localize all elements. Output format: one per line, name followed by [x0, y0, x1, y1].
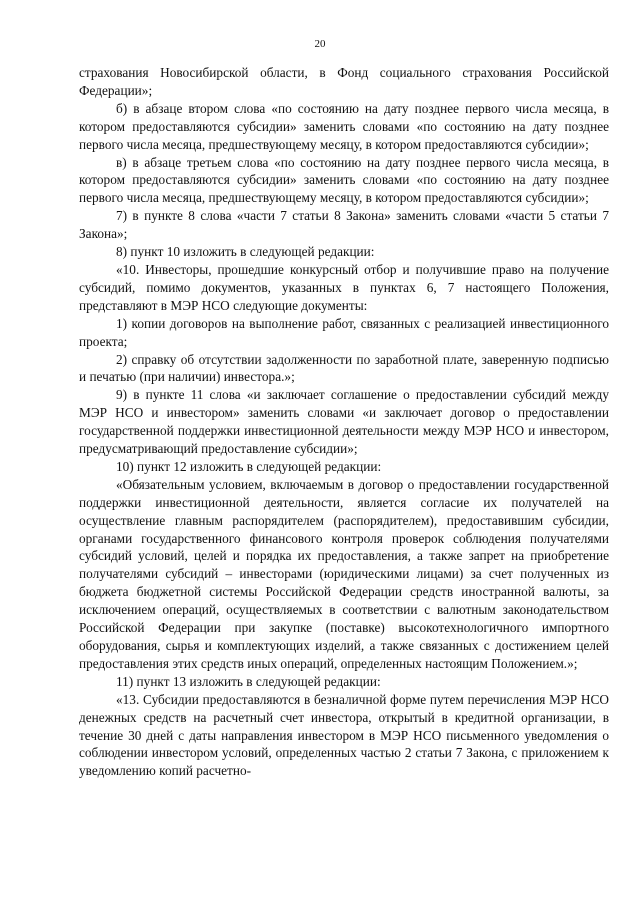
paragraph-subitem-v: в) в абзаце третьем слова «по состоянию на дату позднее первого числа месяца, в котором предоставляются субсидии» заменить словами «по состоянию на дату позднее первого числа месяца, предшествующему месяцу, в котором предоставляются субсидии»; — [79, 154, 609, 206]
paragraph-subitem-b: б) в абзаце втором слова «по состоянию на дату позднее первого числа месяца, в котором предоставляются субсидии» заменить словами «по состоянию на дату позднее первого числа месяца, предшествующему месяцу, в котором предоставляются субсидии»; — [79, 100, 609, 152]
paragraph-clause-10: «10. Инвесторы, прошедшие конкурсный отбор и получившие право на получение субсидий, помимо документов, указанных в пунктах 6, 7 настоящего Положения, представляют в МЭР НСО следующие документы: — [79, 261, 609, 313]
paragraph-clause-13: «13. Субсидии предоставляются в безналичной форме путем перечисления МЭР НСО денежных средств на расчетный счет инвестора, открытый в кредитной организации, в течение 30 дней с даты направления инвестором в МЭР НСО письменного уведомления о соблюдении инвестором условий, определенных частью 2 статьи 7 Закона, с приложением к уведомлению копий расчетно- — [79, 691, 609, 779]
page-number: 20 — [314, 38, 326, 50]
paragraph-continuation: страхования Новосибирской области, в Фонд социального страхования Российской Федерации»; — [79, 65, 609, 98]
paragraph-clause-10-2: 2) справку об отсутствии задолженности по заработной плате, заверенную подписью и печатью (при наличии) инвестора.»; — [79, 351, 609, 385]
paragraph-clause-12: «Обязательным условием, включаемым в договор о предоставлении государственной поддержки инвестиционной деятельности, является согласие их получателей на осуществление главным распорядителем (распорядителем), предоставившим субсидии, органами государственного финансового контроля проверок соблюдения получателями субсидий условий, целей и порядка их предоставления, а также запрет на приобретение получателями субсидий – инвесторами (юридическими лицами) за счет полученных из бюджета бюджетной системы Российской Федерации средств иностранной валюты, за исключением операций, осуществляемых в соответствии с валютным законодательством Российской Федерации при закупке (поставке) высокотехнологичного импортного оборудования, сырья и комплектующих изделий, а также связанных с достижением целей предоставления этих средств иных операций, определенных настоящим Положением.»; — [79, 476, 609, 671]
paragraph-item-8: 8) пункт 10 изложить в следующей редакции: — [116, 244, 375, 260]
paragraph-item-7: 7) в пункте 8 слова «части 7 статьи 8 Закона» заменить словами «части 5 статьи 7 Закона»; — [79, 208, 609, 242]
paragraph-item-11: 11) пункт 13 изложить в следующей редакции: — [116, 673, 381, 689]
paragraph-clause-10-1: 1) копии договоров на выполнение работ, связанных с реализацией инвестиционного проекта; — [79, 315, 609, 349]
paragraph-item-10: 10) пункт 12 изложить в следующей редакции: — [116, 458, 382, 474]
paragraph-item-9: 9) в пункте 11 слова «и заключает соглашение о предоставлении субсидий между МЭР НСО и инвестором» заменить словами «и заключает договор о предоставлении государственной поддержки инвестиционной деятельности между МЭР НСО и инвестором, предусматривающий предоставление субсидии»; — [79, 387, 609, 457]
document-body — [79, 64, 609, 780]
